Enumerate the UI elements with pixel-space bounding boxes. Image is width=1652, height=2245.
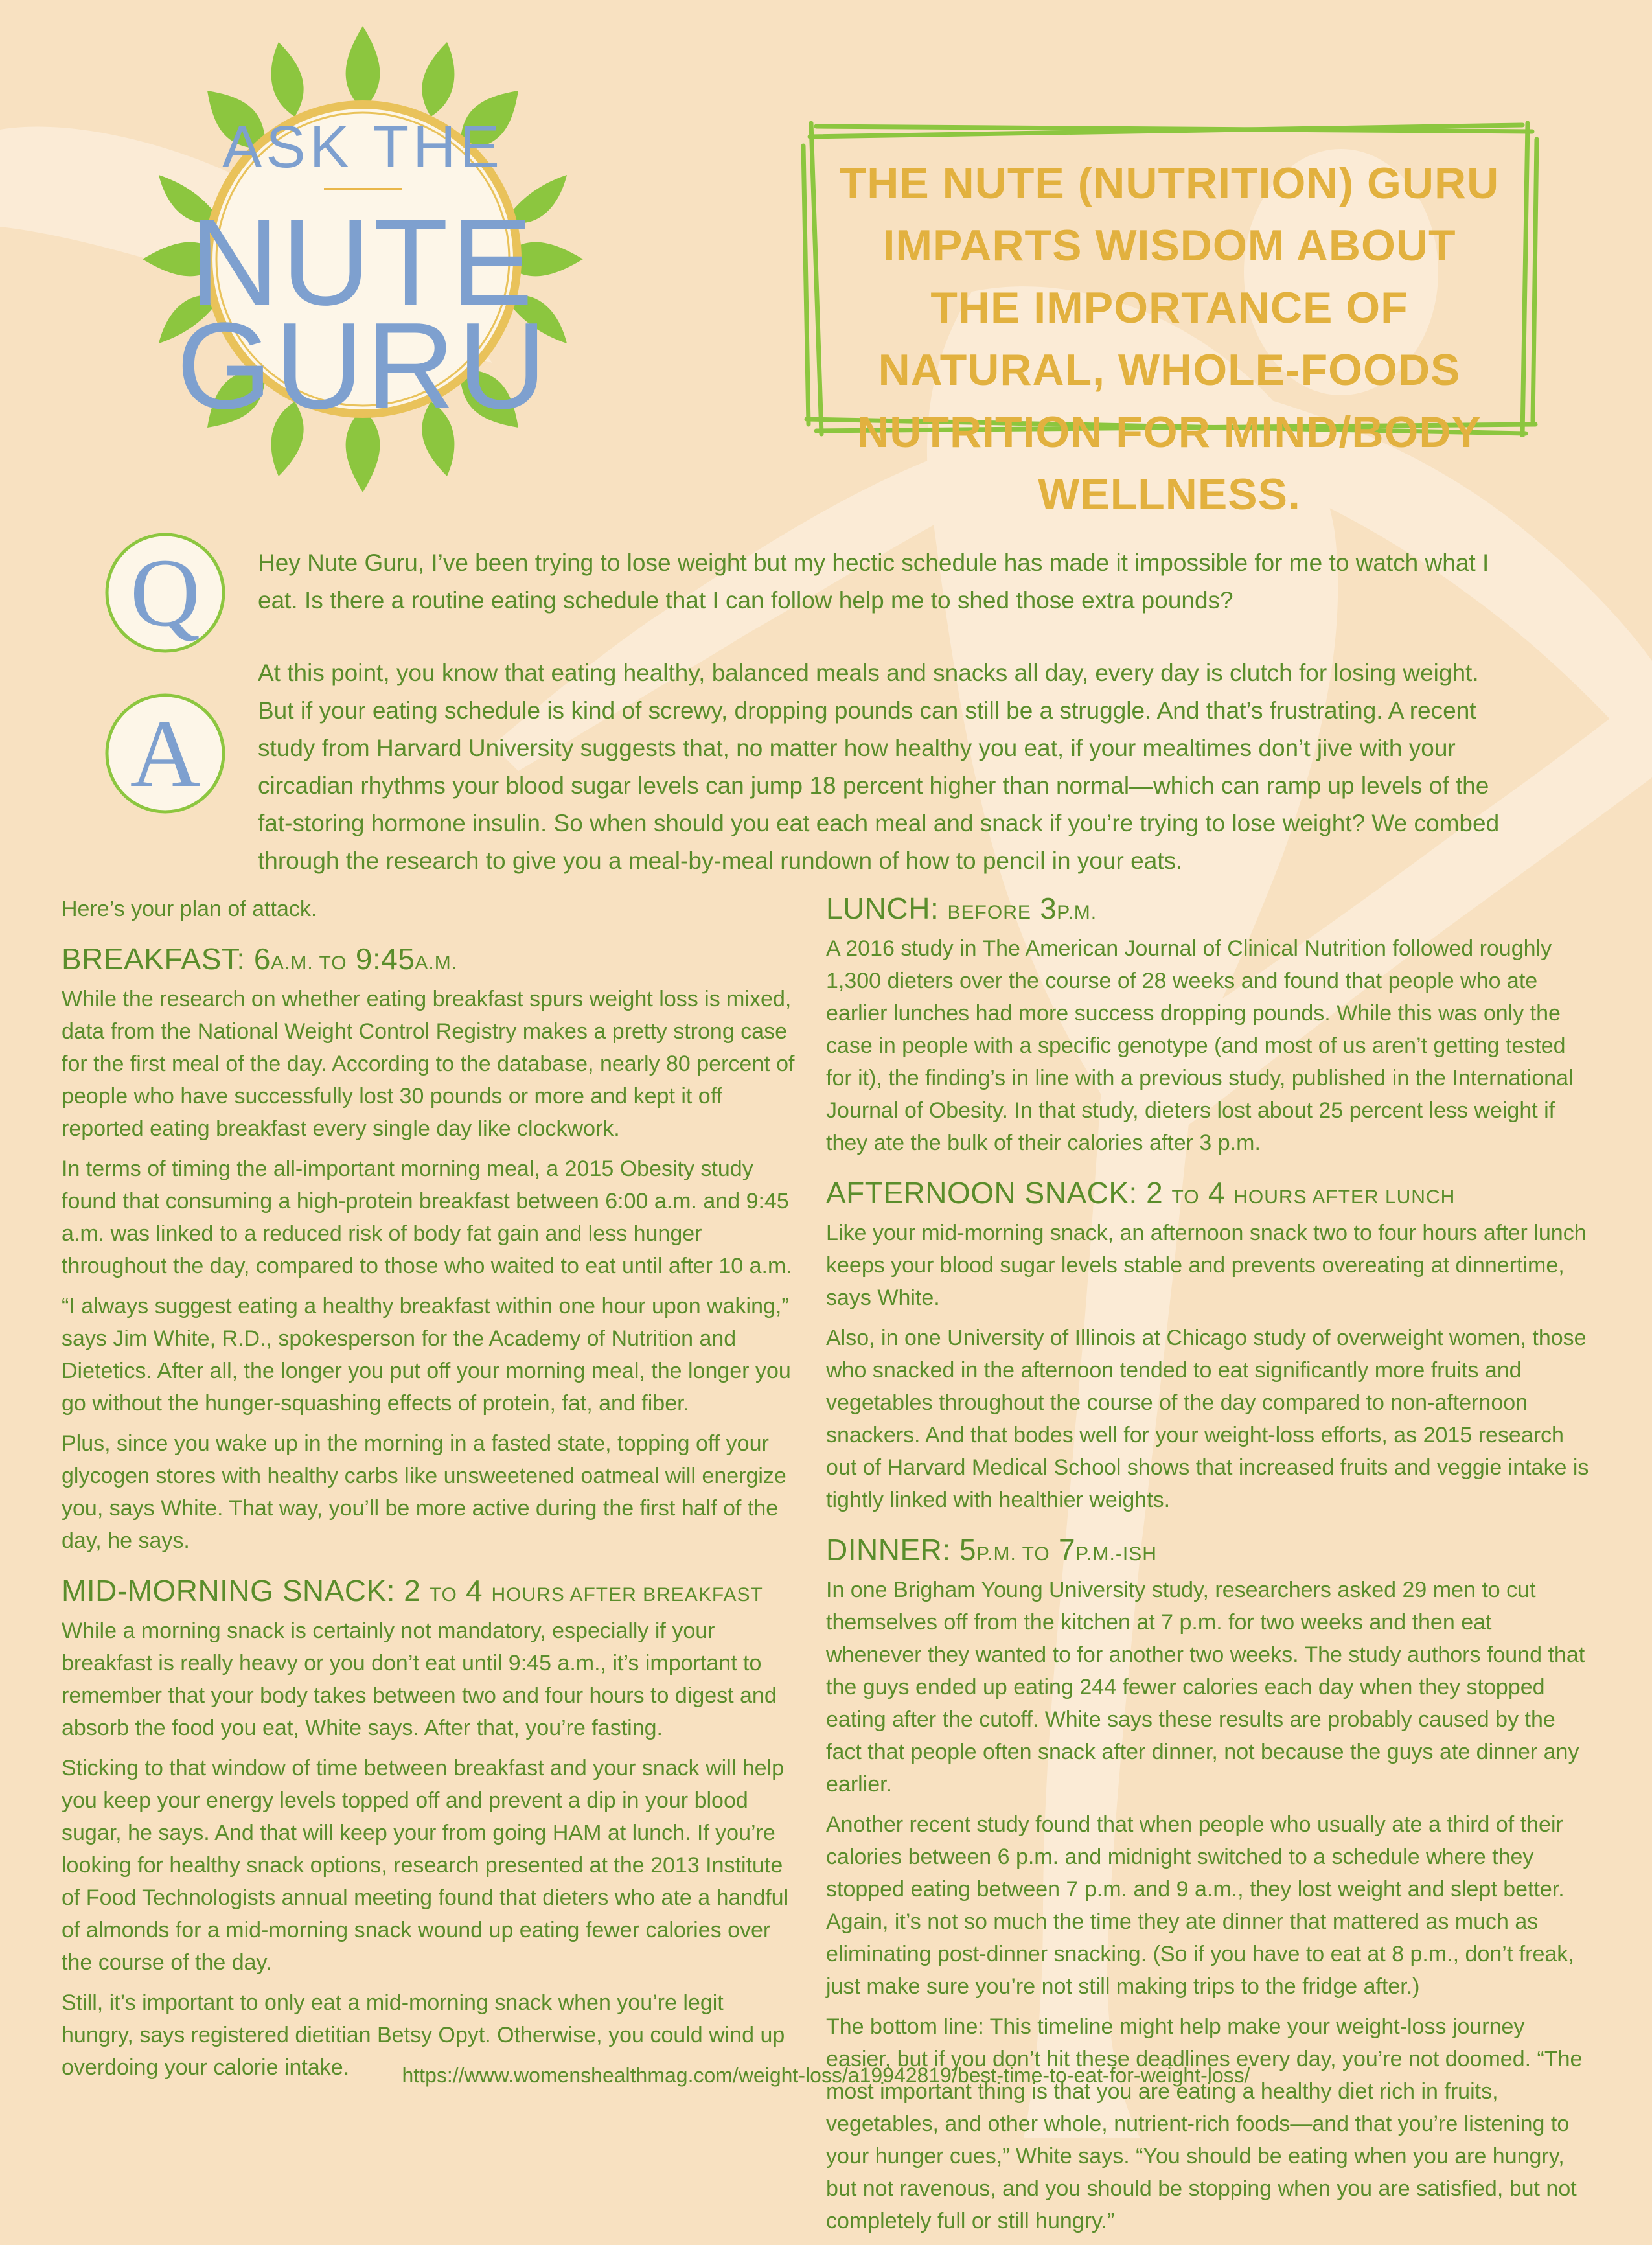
lunch-heading-part1: LUNCH: bbox=[826, 892, 948, 925]
dinner-paragraph-2: Another recent study found that when people who usually ate a third of their calories between 6 p.m. and midnight switched to a schedule where they stopped eating between 7 p.m. and 9 a.m., they lost weight and slept better. Again, it’s not so much the time they ate dinner that mattered as much as eliminating post-dinner snacking. (So if you have to eat at 8 p.m., don’t freak, just make sure you’re not still making trips to the fridge after.) bbox=[826, 1812, 1574, 1999]
breakfast-heading-part1: BREAKFAST: 6 bbox=[62, 942, 271, 976]
afternoon-heading-part3: 4 bbox=[1199, 1176, 1225, 1210]
intro-text: Here’s your plan of attack. bbox=[62, 897, 317, 921]
afternoon-heading-part1: AFTERNOON SNACK: 2 bbox=[826, 1176, 1164, 1210]
midmorning-heading-part4: HOURS AFTER BREAKFAST bbox=[491, 1584, 763, 1606]
dinner-heading-part2: P.M. TO bbox=[976, 1543, 1050, 1565]
answer-badge bbox=[104, 692, 227, 815]
lunch-heading-part3: 3 bbox=[1031, 892, 1057, 925]
ask-the-nute-guru-logo bbox=[143, 26, 583, 492]
afternoon-heading-part2: TO bbox=[1171, 1186, 1200, 1208]
dinner-heading bbox=[826, 1530, 1590, 1574]
answer-text: At this point, you know that eating healthy, balanced meals and snacks all day, every day is clutch for losing weight. But if your eating schedule is kind of screwy, dropping pounds can still be a struggle. And that’s frustrating. A recent study from Harvard University suggests that, no matter how healthy you eat, if your mealtimes don’t jive with your circadian rhythms your blood sugar levels can jump 18 percent higher than normal—which can ramp up levels of the fat-storing hormone insulin. So when should you eat each meal and snack if you’re trying to lose weight? We combed through the research to give you a meal-by-meal rundown of how to pencil in your eats. bbox=[258, 660, 1500, 874]
question-text: Hey Nute Guru, I’ve been trying to lose weight but my hectic schedule has made it impossible for me to watch what I eat. Is there a routine eating schedule that I can follow help me to shed those extra pounds? bbox=[258, 549, 1489, 614]
logo-guru: GURU bbox=[176, 297, 549, 435]
breakfast-paragraph-4: Plus, since you wake up in the morning in a fasted state, topping off your glycogen stores with healthy carbs like unsweetened oatmeal will energize you, says White. That way, you’ll be more active during the first half of the day, he says. bbox=[62, 1431, 786, 1553]
logo-nute: NUTE bbox=[190, 194, 536, 331]
answer-letter: A bbox=[130, 700, 201, 807]
breakfast-paragraph-3: “I always suggest eating a healthy breakfast within one hour upon waking,” says Jim White, R.D., spokesperson for the Academy of Nutrition and Dietetics. After all, the longer you put off your morning meal, the longer you go without the hunger-squashing effects of protein, fat, and fiber. bbox=[62, 1294, 791, 1416]
midmorning-heading-part1: MID-MORNING SNACK: 2 bbox=[62, 1574, 421, 1607]
dinner-heading-part4: P.M.-ISH bbox=[1075, 1543, 1157, 1565]
dinner-paragraph-3: The bottom line: This timeline might help make your weight-loss journey easier, but if you don’t hit these deadlines every day, you’re not doomed. “The most important thing is that you are eating a healthy diet rich in fruits, vegetables, and other whole, nutrient-rich foods—and that you’re listening to your hunger cues,” White says. “You should be eating when you are hungry, but not ravenous, and you should be stopping when you are satisfied, but not completely full or still hungry.” bbox=[826, 2014, 1583, 2233]
breakfast-heading-part2: A.M. TO bbox=[271, 952, 347, 974]
tagline-text: THE NUTE (NUTRITION) GURU IMPARTS WISDOM ABOUT THE IMPORTANCE OF NATURAL, WHOLE-FOODS NUTRITION FOR MIND/BODY WELLNESS. bbox=[839, 159, 1500, 519]
midmorning-paragraph-1: While a morning snack is certainly not mandatory, especially if your breakfast is really heavy or you don’t eat until 9:45 a.m., it’s important to remember that your body takes between two and four hours to digest and absorb the food you eat, White says. After that, you’re fasting. bbox=[62, 1618, 777, 1740]
afternoon-heading-part4: HOURS AFTER LUNCH bbox=[1233, 1186, 1456, 1208]
tagline-box bbox=[797, 120, 1542, 519]
afternoon-paragraph-1: Like your mid-morning snack, an afternoon snack two to four hours after lunch keeps your blood sugar levels stable and prevents overeating at dinnertime, says White. bbox=[826, 1221, 1587, 1310]
source-url[interactable]: https://www.womenshealthmag.com/weight-loss/a19942819/best-time-to-eat-for-weight-loss/ bbox=[402, 2064, 1250, 2087]
afternoon-paragraph-2: Also, in one University of Illinois at Chicago study of overweight women, those who snacked in the afternoon tended to eat significantly more fruits and vegetables throughout the course of the day compared to non-afternoon snackers. And that bodes well for your weight-loss efforts, as 2015 research out of Harvard Medical School shows that increased fruits and veggie intake is tightly linked with healthier weights. bbox=[826, 1326, 1589, 1512]
midmorning-paragraph-3: Still, it’s important to only eat a mid-morning snack when you’re legit hungry, says registered dietitian Betsy Opyt. Otherwise, you could wind up overdoing your calorie intake. bbox=[62, 1990, 785, 2080]
left-column bbox=[62, 893, 800, 2091]
logo-ask-the: ASK THE bbox=[222, 114, 503, 180]
breakfast-heading-part3: 9:45 bbox=[347, 942, 415, 976]
midmorning-heading-part2: TO bbox=[429, 1584, 457, 1606]
breakfast-paragraph-1: While the research on whether eating breakfast spurs weight loss is mixed, data from the National Weight Control Registry makes a pretty strong case for the first meal of the day. According to the database, nearly 80 percent of people who have successfully lost 30 pounds or more and kept it off reported eating breakfast every single day like clockwork. bbox=[62, 987, 795, 1141]
right-column bbox=[826, 889, 1590, 2245]
midmorning-heading-part3: 4 bbox=[457, 1574, 483, 1607]
midmorning-heading bbox=[62, 1571, 800, 1615]
dinner-heading-part3: 7 bbox=[1050, 1533, 1076, 1567]
dinner-paragraph-1: In one Brigham Young University study, researchers asked 29 men to cut themselves off from the kitchen at 7 p.m. for two weeks and then eat whenever they wanted to for another two weeks. The study authors found that the guys ended up eating 244 fewer calories each day when they stopped eating after the cutoff. White says these results are probably caused by the fact that people often snack after dinner, not because the guys ate dinner any earlier. bbox=[826, 1578, 1585, 1797]
breakfast-heading bbox=[62, 939, 800, 983]
lunch-paragraph-1: A 2016 study in The American Journal of Clinical Nutrition followed roughly 1,300 dieters over the course of 28 weeks and found that people who ate earlier lunches had more success dropping pounds. While this was only the case in people with a specific genotype (and most of us aren’t getting tested for it), the finding’s in line with a previous study, published in the International Journal of Obesity. In that study, dieters lost about 25 percent less weight if they ate the bulk of their calories after 3 p.m. bbox=[826, 936, 1574, 1155]
lunch-heading-part2: BEFORE bbox=[947, 902, 1031, 923]
lunch-heading-part4: P.M. bbox=[1057, 902, 1097, 923]
lunch-heading bbox=[826, 889, 1590, 932]
breakfast-paragraph-2: In terms of timing the all-important morning meal, a 2015 Obesity study found that consuming a high-protein breakfast between 6:00 a.m. and 9:45 a.m. was linked to a reduced risk of body fat gain and less hunger throughout the day, compared to those who waited to eat until after 10 a.m. bbox=[62, 1157, 792, 1278]
question-badge bbox=[104, 531, 227, 654]
logo-divider bbox=[324, 188, 402, 190]
dinner-heading-part1: DINNER: 5 bbox=[826, 1533, 976, 1567]
question-letter: Q bbox=[130, 539, 201, 647]
breakfast-heading-part4: A.M. bbox=[415, 952, 458, 974]
afternoon-heading bbox=[826, 1173, 1590, 1217]
midmorning-paragraph-2: Sticking to that window of time between breakfast and your snack will help you keep your energy levels topped off and prevent a dip in your blood sugar, he says. And that will keep your from going HAM at lunch. If you’re looking for healthy snack options, research presented at the 2013 Institute of Food Technologists annual meeting found that dieters who ate a handful of almonds for a mid-morning snack wound up eating fewer calories over the course of the day. bbox=[62, 1756, 789, 1975]
